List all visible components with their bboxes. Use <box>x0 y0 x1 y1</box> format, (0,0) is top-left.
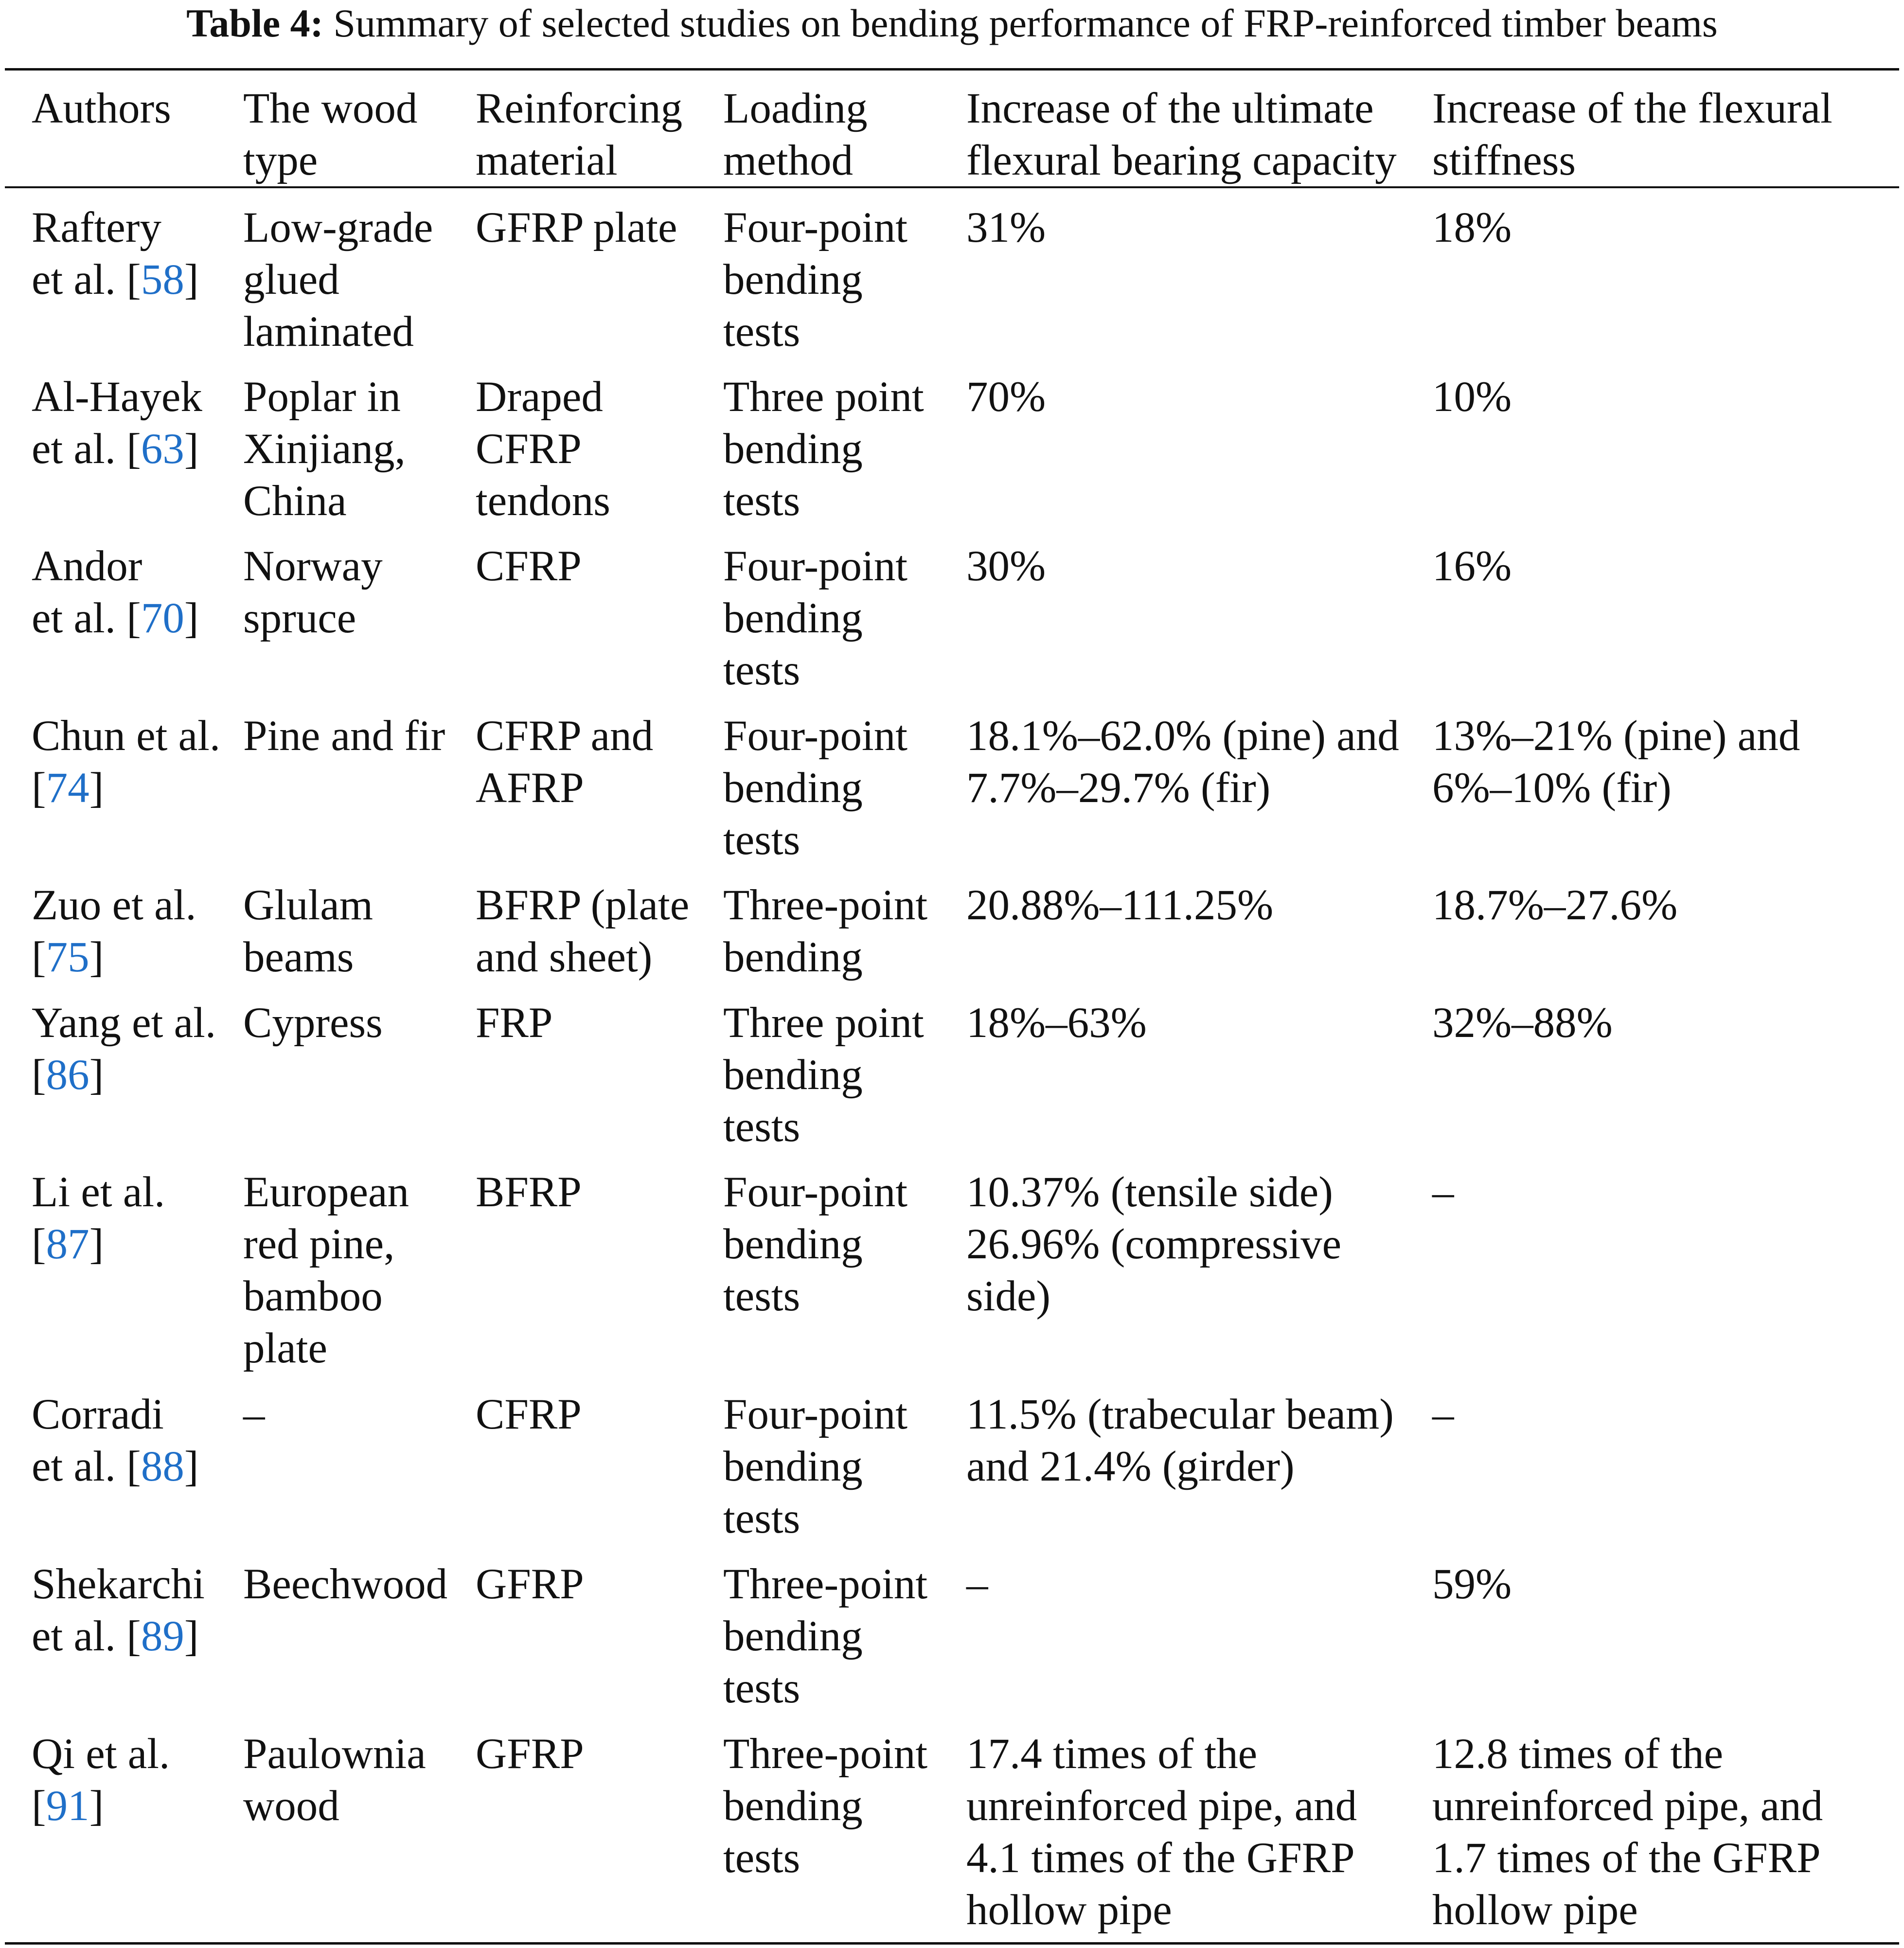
cell-bearing-capacity: 31% <box>966 204 1046 251</box>
header-authors: Authors <box>32 85 171 132</box>
cell-wood-type: – <box>243 1391 265 1438</box>
reference-link[interactable]: 89 <box>141 1612 184 1660</box>
cell-loading-method: Three-point bending tests <box>723 1560 928 1712</box>
cell-flexural-stiffness: 12.8 times of the unreinforced pipe, and 1.7 times of the GFRP hollow pipe <box>1432 1730 1823 1934</box>
reference-link[interactable]: 58 <box>141 256 184 304</box>
header-reinforcing-material: Reinforcing material <box>476 85 683 184</box>
cell-reinforcing-material: BFRP (plate and sheet) <box>476 881 690 981</box>
cell-reinforcing-material: CFRP <box>476 1391 582 1438</box>
cell-flexural-stiffness: 10% <box>1432 373 1512 421</box>
cell-flexural-stiffness: 13%–21% (pine) and 6%–10% (fir) <box>1432 712 1800 812</box>
cell-author: Shekarchi et al. [89] <box>32 1560 205 1660</box>
table-caption <box>0 0 1904 58</box>
cell-loading-method: Three point bending tests <box>723 373 924 525</box>
cell-author: Raftery et al. [58] <box>32 204 199 304</box>
cell-wood-type: Paulownia wood <box>243 1730 426 1830</box>
cell-loading-method: Four-point bending tests <box>723 1168 908 1320</box>
cell-reinforcing-material: GFRP <box>476 1560 584 1608</box>
cell-reinforcing-material: CFRP and AFRP <box>476 712 654 812</box>
cell-loading-method: Four-point bending tests <box>723 712 908 864</box>
cell-flexural-stiffness: 18% <box>1432 204 1512 251</box>
cell-loading-method: Four-point bending tests <box>723 204 908 356</box>
cell-author: Corradi et al. [88] <box>32 1391 199 1490</box>
cell-flexural-stiffness: 32%–88% <box>1432 999 1613 1047</box>
reference-link[interactable]: 91 <box>46 1782 89 1830</box>
header-bearing-capacity: Increase of the ultimate flexural bearing capacity <box>966 85 1397 184</box>
cell-loading-method: Three-point bending <box>723 881 928 981</box>
cell-loading-method: Four-point bending tests <box>723 542 908 694</box>
cell-bearing-capacity: 30% <box>966 542 1046 590</box>
cell-wood-type: European red pine, bamboo plate <box>243 1168 409 1372</box>
cell-loading-method: Three-point bending tests <box>723 1730 928 1882</box>
cell-reinforcing-material: CFRP <box>476 542 582 590</box>
cell-reinforcing-material: GFRP <box>476 1730 584 1778</box>
cell-flexural-stiffness: 16% <box>1432 542 1512 590</box>
table-title: Summary of selected studies on bending performance of FRP-reinforced timber beams <box>333 1 1718 45</box>
header-flexural-stiffness: Increase of the flexural stiffness <box>1432 85 1833 184</box>
cell-wood-type: Pine and fir <box>243 712 445 760</box>
cell-author: Zuo et al. [75] <box>32 881 196 981</box>
cell-wood-type: Norway spruce <box>243 542 383 642</box>
cell-author: Andor et al. [70] <box>32 542 199 642</box>
cell-reinforcing-material: BFRP <box>476 1168 582 1216</box>
top-rule <box>5 68 1899 71</box>
cell-flexural-stiffness: 59% <box>1432 1560 1512 1608</box>
cell-bearing-capacity: 10.37% (tensile side) 26.96% (compressive side) <box>966 1168 1342 1320</box>
reference-link[interactable]: 87 <box>46 1220 89 1268</box>
cell-author: Chun et al. [74] <box>32 712 221 812</box>
cell-author: Qi et al. [91] <box>32 1730 170 1830</box>
cell-loading-method: Four-point bending tests <box>723 1391 908 1542</box>
cell-author: Li et al. [87] <box>32 1168 165 1268</box>
cell-wood-type: Glulam beams <box>243 881 373 981</box>
cell-bearing-capacity: 18%–63% <box>966 999 1147 1047</box>
cell-bearing-capacity: 70% <box>966 373 1046 421</box>
header-rule <box>5 186 1899 188</box>
reference-link[interactable]: 86 <box>46 1051 89 1099</box>
cell-flexural-stiffness: – <box>1432 1391 1454 1438</box>
cell-author: Yang et al. [86] <box>32 999 216 1099</box>
cell-bearing-capacity: 17.4 times of the unreinforced pipe, and 4.1 times of the GFRP hollow pipe <box>966 1730 1357 1934</box>
header-loading-method: Loading method <box>723 85 868 184</box>
cell-author: Al-Hayek et al. [63] <box>32 373 202 473</box>
reference-link[interactable]: 88 <box>141 1443 184 1490</box>
cell-reinforcing-material: GFRP plate <box>476 204 677 251</box>
cell-flexural-stiffness: – <box>1432 1168 1454 1216</box>
cell-bearing-capacity: 11.5% (trabecular beam) and 21.4% (girder) <box>966 1391 1394 1490</box>
cell-reinforcing-material: Draped CFRP tendons <box>476 373 610 525</box>
table-label: Table 4: <box>186 1 323 45</box>
reference-link[interactable]: 63 <box>141 425 184 473</box>
cell-bearing-capacity: 18.1%–62.0% (pine) and 7.7%–29.7% (fir) <box>966 712 1399 812</box>
reference-link[interactable]: 70 <box>141 594 184 642</box>
cell-wood-type: Cypress <box>243 999 383 1047</box>
bottom-rule <box>5 1942 1899 1945</box>
cell-reinforcing-material: FRP <box>476 999 553 1047</box>
cell-wood-type: Poplar in Xinjiang, China <box>243 373 406 525</box>
cell-wood-type: Beechwood <box>243 1560 448 1608</box>
header-wood-type: The wood type <box>243 85 418 184</box>
cell-flexural-stiffness: 18.7%–27.6% <box>1432 881 1678 929</box>
cell-loading-method: Three point bending tests <box>723 999 924 1151</box>
reference-link[interactable]: 75 <box>46 933 89 981</box>
cell-bearing-capacity: 20.88%–111.25% <box>966 881 1274 929</box>
cell-bearing-capacity: – <box>966 1560 988 1608</box>
cell-wood-type: Low-grade glued laminated <box>243 204 433 356</box>
reference-link[interactable]: 74 <box>46 764 89 812</box>
